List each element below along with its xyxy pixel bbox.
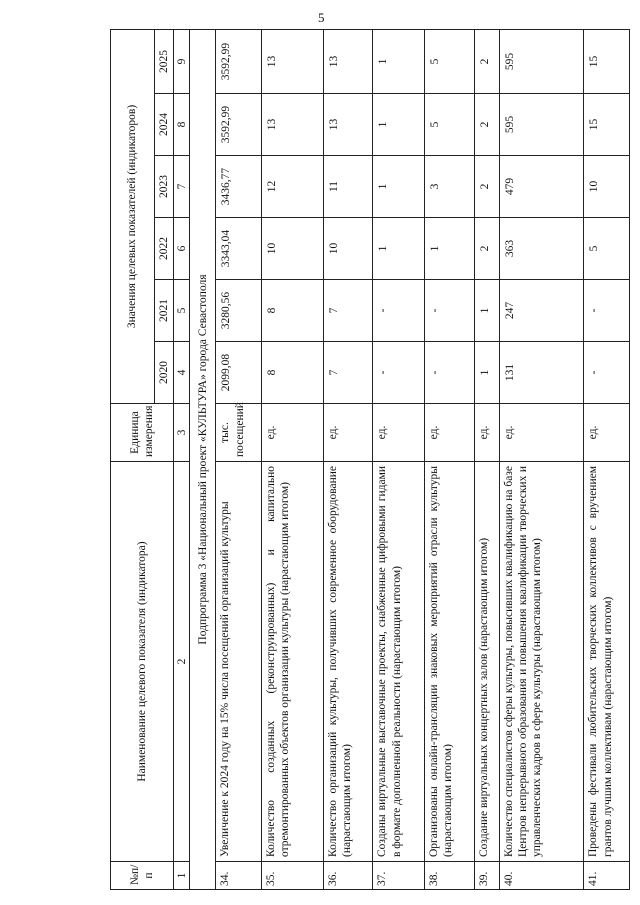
column-number: 8 xyxy=(174,94,190,156)
header-num: №п/п xyxy=(111,862,174,890)
column-number: 1 xyxy=(174,862,190,890)
unit-of-measure: ед. xyxy=(323,404,373,462)
header-year: 2023 xyxy=(155,156,174,218)
row-number: 35. xyxy=(261,862,323,890)
unit-of-measure: ед. xyxy=(373,404,425,462)
indicator-value: 12 xyxy=(261,156,323,218)
section-title: Подпрограмма 3 «Национальный проект «КУЛЬТУРА» города Севастополя xyxy=(190,29,216,889)
table-sheet xyxy=(110,30,630,890)
column-numbers-row xyxy=(174,29,190,889)
indicator-value: 5 xyxy=(425,29,475,93)
column-number: 6 xyxy=(174,218,190,280)
indicator-value: 7 xyxy=(323,280,373,342)
table-row xyxy=(474,29,499,889)
indicator-name: Увеличение к 2024 году на 15% числа посещений организаций культуры xyxy=(216,462,262,862)
indicator-name: Создание виртуальных концертных залов (нарастающим итогом) xyxy=(474,462,499,862)
unit-of-measure: ед. xyxy=(261,404,323,462)
table-row xyxy=(499,29,584,889)
row-number: 37. xyxy=(373,862,425,890)
header-year: 2024 xyxy=(155,94,174,156)
header-year: 2022 xyxy=(155,218,174,280)
table-row xyxy=(323,29,373,889)
indicator-value: 1 xyxy=(474,342,499,404)
indicator-name: Количество организаций культуры, получивших современное оборудование (нарастающим итогом) xyxy=(323,462,373,862)
indicator-value: 1 xyxy=(373,29,425,93)
indicator-value: 3592,99 xyxy=(216,29,262,93)
indicator-value: 2099,08 xyxy=(216,342,262,404)
indicator-value: 1 xyxy=(425,218,475,280)
page-number: 5 xyxy=(318,10,325,25)
indicator-name: Созданы виртуальные выставочные проекты, снабженные цифровыми гидами в формате дополненной реальности (нарастающим итогом) xyxy=(373,462,425,862)
indicator-value: 13 xyxy=(323,29,373,93)
indicator-value: 3592,99 xyxy=(216,94,262,156)
indicator-value: 3 xyxy=(425,156,475,218)
table-row xyxy=(373,29,425,889)
column-number: 4 xyxy=(174,342,190,404)
indicator-value: 13 xyxy=(323,94,373,156)
row-number: 40. xyxy=(499,862,584,890)
unit-of-measure: ед. xyxy=(499,404,584,462)
section-row xyxy=(190,29,216,889)
row-number: 38. xyxy=(425,862,475,890)
indicator-value: 2 xyxy=(474,94,499,156)
unit-of-measure: ед. xyxy=(474,404,499,462)
indicator-value: 8 xyxy=(261,342,323,404)
header-values-group: Значения целевых показателей (индикаторов) xyxy=(111,29,155,403)
table-row xyxy=(425,29,475,889)
indicator-value: - xyxy=(373,280,425,342)
column-number: 2 xyxy=(174,462,190,862)
table-row xyxy=(261,29,323,889)
indicator-value: - xyxy=(425,280,475,342)
row-number: 39. xyxy=(474,862,499,890)
indicator-value: 5 xyxy=(584,218,630,280)
indicator-value: 595 xyxy=(499,29,584,93)
indicator-value: 2 xyxy=(474,29,499,93)
indicator-name: Организованы онлайн-трансляции знаковых мероприятий отрасли культуры (нарастающим итогом) xyxy=(425,462,475,862)
indicator-value: - xyxy=(584,342,630,404)
indicator-value: 247 xyxy=(499,280,584,342)
indicator-value: 2 xyxy=(474,218,499,280)
indicator-value: 1 xyxy=(373,156,425,218)
indicator-name: Проведены фестивали любительских творческих коллективов с вручением грантов лучшим коллективам (нарастающим итогом) xyxy=(584,462,630,862)
indicator-value: 10 xyxy=(584,156,630,218)
header-name: Наименование целевого показателя (индикатора) xyxy=(111,462,174,862)
indicator-value: 15 xyxy=(584,94,630,156)
indicator-value: 3343,04 xyxy=(216,218,262,280)
column-number: 3 xyxy=(174,404,190,462)
indicator-value: 363 xyxy=(499,218,584,280)
indicator-value: 11 xyxy=(323,156,373,218)
column-number: 9 xyxy=(174,29,190,93)
indicator-value: 1 xyxy=(373,218,425,280)
unit-of-measure: ед. xyxy=(584,404,630,462)
indicator-value: 3280,56 xyxy=(216,280,262,342)
header-unit: Единица измерения xyxy=(111,404,174,462)
indicator-value: 1 xyxy=(373,94,425,156)
indicator-name: Количество специалистов сферы культуры, повысивших квалификацию на базе Центров непрерывного образования и повышения квалификации творческих и управленческих кадров в сфере культуры (нарастающим итогом) xyxy=(499,462,584,862)
indicator-value: 131 xyxy=(499,342,584,404)
indicator-value: 3436,77 xyxy=(216,156,262,218)
unit-of-measure: ед. xyxy=(425,404,475,462)
row-number: 36. xyxy=(323,862,373,890)
indicator-value: - xyxy=(373,342,425,404)
indicator-value: 595 xyxy=(499,94,584,156)
indicator-value: 479 xyxy=(499,156,584,218)
indicator-value: 5 xyxy=(425,94,475,156)
row-number: 34. xyxy=(216,862,262,890)
column-number: 7 xyxy=(174,156,190,218)
indicators-table xyxy=(110,29,630,890)
indicator-value: 10 xyxy=(261,218,323,280)
table-row xyxy=(584,29,630,889)
indicator-value: 2 xyxy=(474,156,499,218)
header-year: 2021 xyxy=(155,280,174,342)
indicator-value: 13 xyxy=(261,94,323,156)
indicator-value: 1 xyxy=(474,280,499,342)
row-number: 41. xyxy=(584,862,630,890)
indicator-value: 8 xyxy=(261,280,323,342)
indicator-value: 15 xyxy=(584,29,630,93)
indicator-value: 13 xyxy=(261,29,323,93)
indicator-name: Количество созданных (реконструированных) и капитально отремонтированных объектов организации культуры (нарастающим итогом) xyxy=(261,462,323,862)
indicator-value: - xyxy=(425,342,475,404)
indicator-value: 7 xyxy=(323,342,373,404)
header-year: 2025 xyxy=(155,29,174,93)
column-number: 5 xyxy=(174,280,190,342)
indicator-value: - xyxy=(584,280,630,342)
table-row xyxy=(216,29,262,889)
unit-of-measure: тыс. посещений xyxy=(216,404,262,462)
header-year: 2020 xyxy=(155,342,174,404)
indicator-value: 10 xyxy=(323,218,373,280)
